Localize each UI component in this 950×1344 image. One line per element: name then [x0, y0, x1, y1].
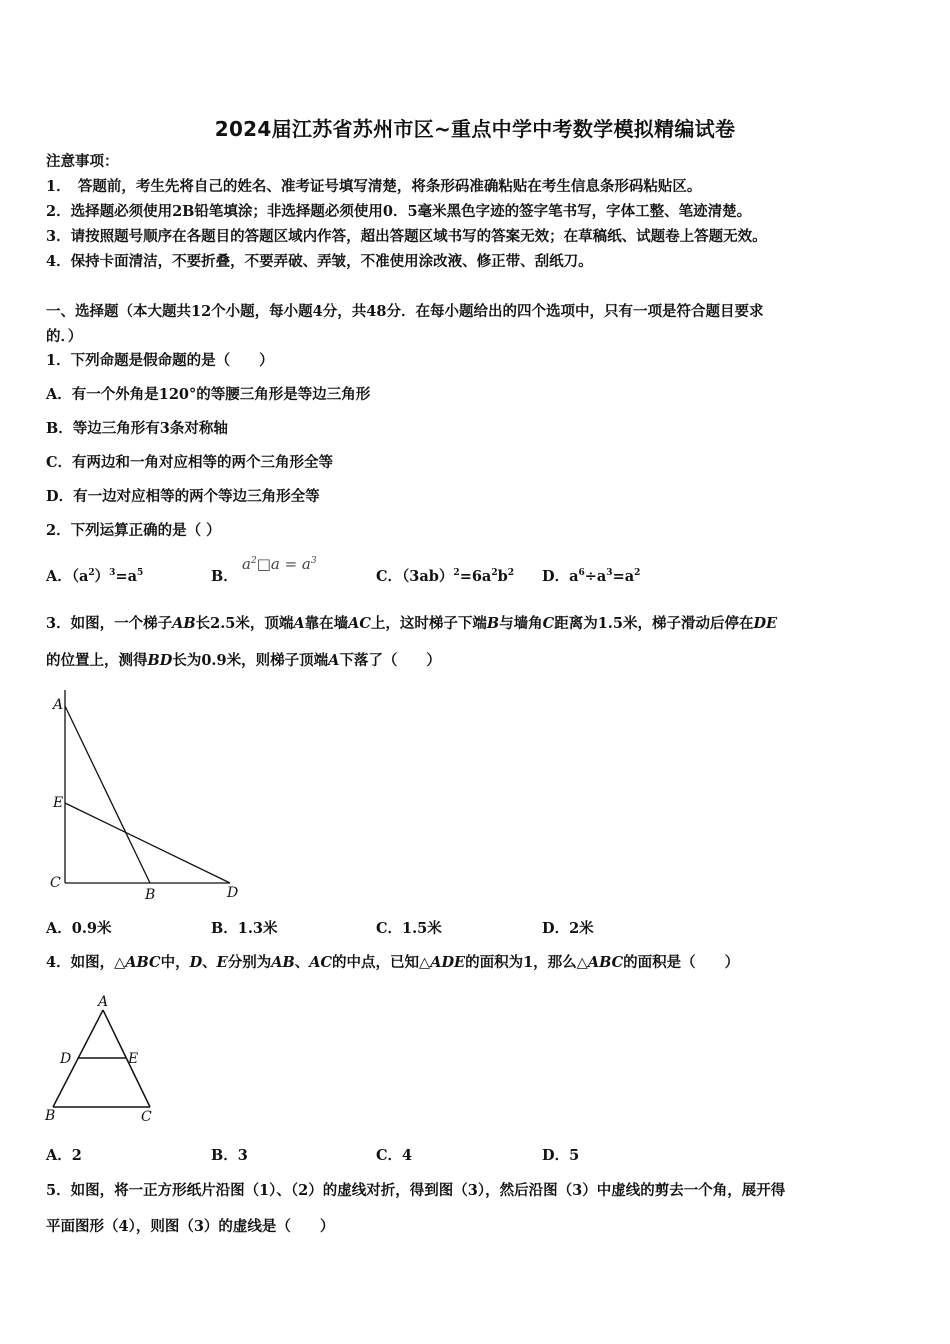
q5-stem-line1: 5．如图，将一正方形纸片沿图（1）、（2）的虚线对折，得到图（3），然后沿图（3）中虚线的剪去一个角，展开得 — [46, 1182, 786, 1199]
section-heading-line1: 一、选择题（本大题共12个小题，每小题4分，共48分．在每小题给出的四个选项中，只有一项是符合题目要求 — [46, 303, 764, 320]
label-b: B — [145, 887, 156, 903]
q1-option-b: B．等边三角形有3条对称轴 — [46, 420, 228, 437]
q4-option-c: C．4 — [376, 1147, 413, 1164]
label-c: C — [141, 1109, 152, 1125]
label-b: B — [45, 1108, 56, 1124]
label-e: E — [53, 795, 64, 811]
q4-option-a: A．2 — [46, 1147, 82, 1164]
label-d: D — [60, 1051, 72, 1067]
notice-item-2: 2．选择题必须使用2B铅笔填涂；非选择题必须使用0．5毫米黑色字迹的签字笔书写，字体工整、笔迹清楚。 — [46, 203, 752, 220]
q4-stem: 4．如图，△ABC中，D、E分别为AB、AC的中点，已知△ADE的面积为1，那么△ABC的面积是（ ） — [46, 954, 740, 971]
section-heading-line2: 的．） — [46, 328, 83, 345]
q5-stem-line2: 平面图形（4），则图（3）的虚线是（ ） — [46, 1218, 335, 1235]
label-c: C — [50, 875, 61, 891]
notice-item-1: 1． 答题前，考生先将自己的姓名、准考证号填写清楚，将条形码准确粘贴在考生信息条形码粘贴区。 — [46, 178, 702, 195]
q2-option-a: A．$(a^2)^3=a^5$ — [46, 568, 144, 585]
notice-item-3: 3．请按照题号顺序在各题目的答题区域内作答，超出答题区域书写的答案无效；在草稿纸、试题卷上答题无效。 — [46, 228, 767, 245]
notice-item-4: 4．保持卡面清洁，不要折叠，不要弄破、弄皱，不准使用涂改液、修正带、刮纸刀。 — [46, 253, 593, 270]
exam-title: 2024届江苏省苏州市区~重点中学中考数学模拟精编试卷 — [214, 117, 736, 141]
q2-option-d: D．$a^6\div a^3=a^2$ — [542, 568, 641, 585]
label-a: A — [98, 994, 109, 1010]
q4-option-d: D．5 — [542, 1147, 580, 1164]
q3-option-b: B．1.3米 — [211, 920, 278, 937]
q4-triangle-figure — [40, 990, 170, 1125]
q1-stem: 1．下列命题是假命题的是（ ） — [46, 352, 274, 369]
notice-heading: 注意事项： — [46, 153, 119, 170]
q3-stem-line2: 的位置上，测得BD长为0.9米，则梯子顶端A下落了（ ） — [46, 652, 441, 669]
q2-option-b-label: B． — [211, 568, 238, 585]
q2-option-c: C．$(3ab)^2=6a^2b^2$ — [376, 568, 514, 585]
ladder-ab — [65, 706, 150, 883]
q3-stem-line1: 3．如图，一个梯子AB长2.5米，顶端A靠在墙AC上，这时梯子下端B与墙角C距离为1.5米，梯子滑动后停在DE — [46, 615, 778, 632]
label-d: D — [227, 885, 239, 901]
q2-option-b-formula: $a^2□a = a^3$ — [242, 555, 317, 573]
q3-option-d: D．2米 — [542, 920, 594, 937]
ladder-de — [65, 803, 230, 883]
q1-option-a: A．有一个外角是120°的等腰三角形是等边三角形 — [46, 386, 371, 403]
q3-option-a: A．0.9米 — [46, 920, 112, 937]
q1-option-d: D．有一边对应相等的两个等边三角形全等 — [46, 488, 320, 505]
q3-option-c: C．1.5米 — [376, 920, 442, 937]
q2-stem: 2．下列运算正确的是（ ） — [46, 522, 221, 539]
label-e: E — [128, 1051, 139, 1067]
label-a: A — [53, 697, 64, 713]
q4-option-b: B．3 — [211, 1147, 248, 1164]
q3-ladder-figure — [46, 688, 246, 908]
q1-option-c: C．有两边和一角对应相等的两个三角形全等 — [46, 454, 334, 471]
